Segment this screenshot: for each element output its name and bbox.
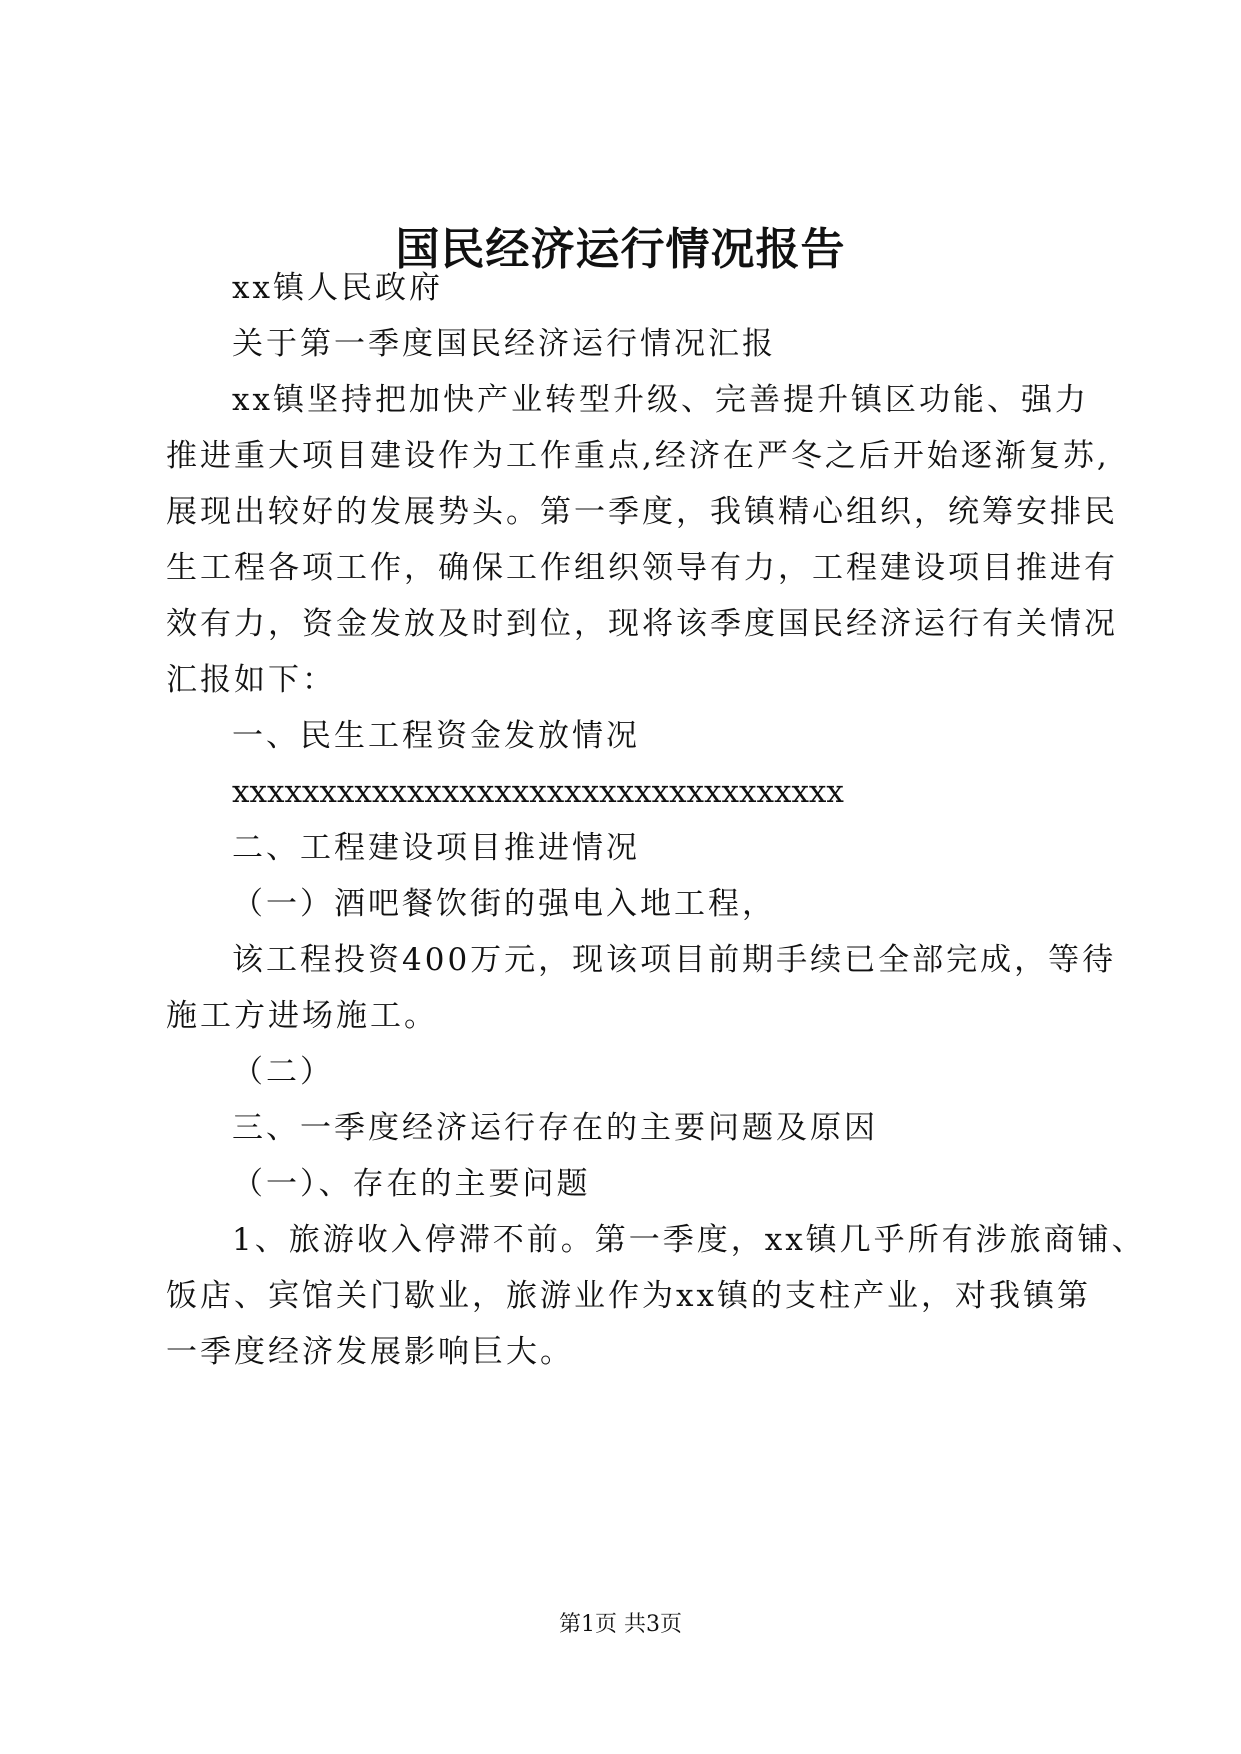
- paragraph-line: 汇报如下：: [166, 662, 336, 698]
- paragraph-line: 关于第一季度国民经济运行情况汇报: [232, 326, 776, 362]
- paragraph-line: 1、旅游收入停滞不前。第一季度，xx镇几乎所有涉旅商铺、: [232, 1222, 1146, 1258]
- paragraph-line: xx镇人民政府: [232, 270, 443, 306]
- section-heading: 一、民生工程资金发放情况: [232, 718, 640, 754]
- paragraph-line: xx镇坚持把加快产业转型升级、完善提升镇区功能、强力: [232, 382, 1089, 418]
- document-title: 国民经济运行情况报告: [395, 224, 846, 275]
- placeholder-line: xxxxxxxxxxxxxxxxxxxxxxxxxxxxxxxxxxx: [232, 774, 844, 810]
- subsection-heading: （二）: [232, 1054, 334, 1090]
- paragraph-line: 生工程各项工作，确保工作组织领导有力，工程建设项目推进有: [166, 550, 1118, 586]
- paragraph-line: 施工方进场施工。: [166, 998, 438, 1034]
- paragraph-line: 一季度经济发展影响巨大。: [166, 1334, 574, 1370]
- paragraph-line: 饭店、宾馆关门歇业，旅游业作为xx镇的支柱产业，对我镇第: [166, 1278, 1091, 1314]
- paragraph-line: 推进重大项目建设作为工作重点,经济在严冬之后开始逐渐复苏,: [166, 438, 1110, 474]
- subsection-heading: （一）酒吧餐饮街的强电入地工程，: [232, 886, 776, 922]
- paragraph-line: 该工程投资400万元，现该项目前期手续已全部完成，等待: [232, 942, 1117, 978]
- page-number-footer: 第1页 共3页: [559, 1612, 682, 1637]
- section-heading: 三、一季度经济运行存在的主要问题及原因: [232, 1110, 878, 1146]
- section-heading: 二、工程建设项目推进情况: [232, 830, 640, 866]
- subsection-heading: （一）、存在的主要问题: [232, 1166, 591, 1202]
- paragraph-line: 效有力，资金发放及时到位，现将该季度国民经济运行有关情况: [166, 606, 1118, 642]
- paragraph-line: 展现出较好的发展势头。第一季度，我镇精心组织，统筹安排民: [166, 494, 1118, 530]
